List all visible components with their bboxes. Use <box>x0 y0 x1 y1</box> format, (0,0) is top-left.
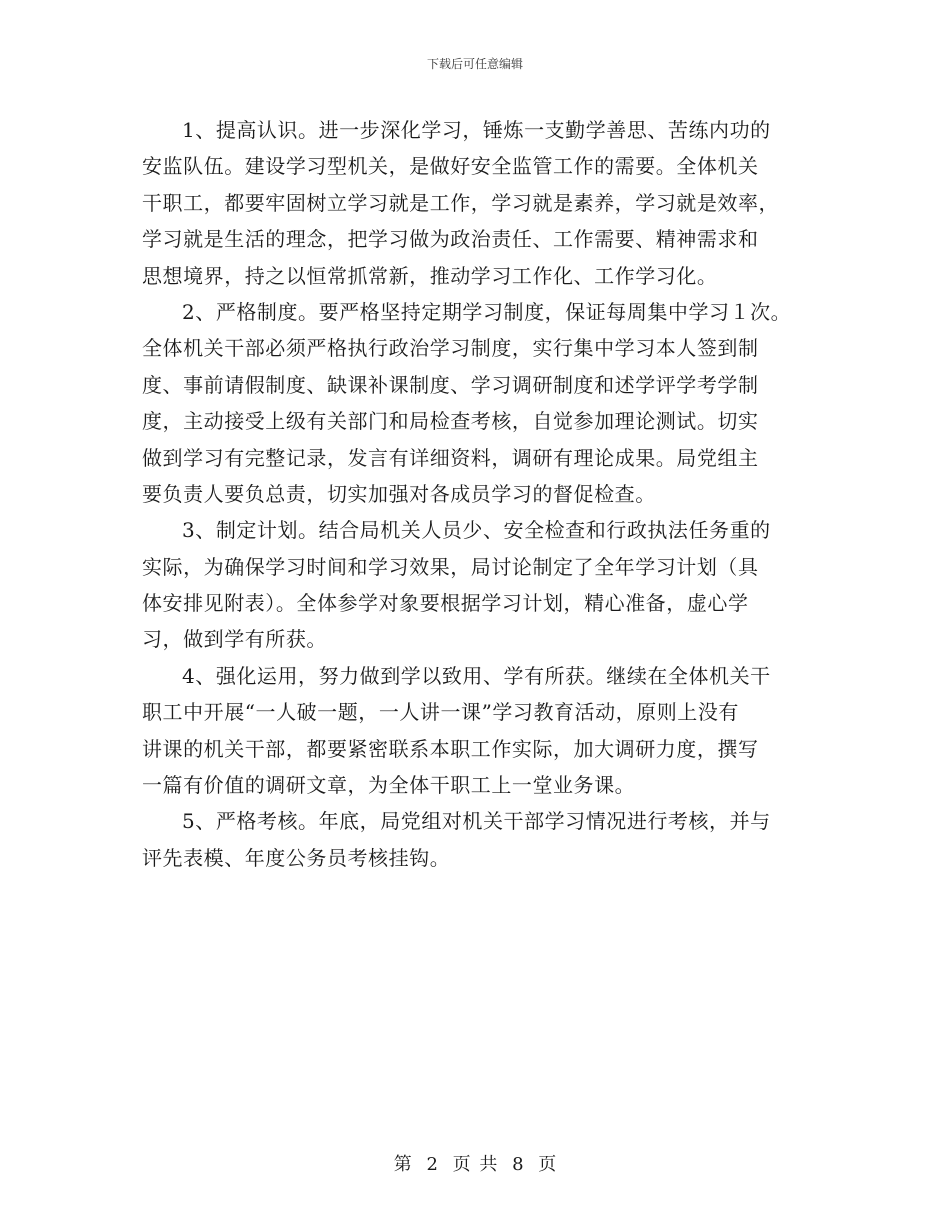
current-page-number: 2 <box>426 1154 438 1175</box>
paragraph-line: 思想境界，持之以恒常抓常新，推动学习工作化、工作学习化。 <box>142 263 718 288</box>
paragraph-line: 3、制定计划。结合局机关人员少、安全检查和行政执法任务重的 <box>182 518 771 543</box>
header-note: 下载后可任意编辑 <box>426 57 523 71</box>
paragraph-line: 评先表模、年度公务员考核挂钩。 <box>142 845 451 870</box>
paragraph-line: 习，做到学有所获。 <box>142 627 327 652</box>
footer-middle: 页 共 <box>452 1154 498 1175</box>
paragraph-2 <box>142 294 822 512</box>
paragraph-line: 要负责人要负总责，切实加强对各成员学习的督促检查。 <box>142 481 656 506</box>
total-page-count: 8 <box>512 1154 524 1175</box>
paragraph-line: 1、提高认识。进一步深化学习，锤炼一支勤学善思、苦练内功的 <box>182 118 771 142</box>
page-number-footer <box>0 1150 950 1176</box>
body-text <box>142 112 822 876</box>
paragraph-line: 干职工，都要牢固树立学习就是工作，学习就是素养，学习就是效率， <box>142 190 780 215</box>
paragraph-line: 2、严格制度。要严格坚持定期学习制度，保证每周集中学习１次。 <box>182 299 792 324</box>
paragraph-line: 实际，为确保学习时间和学习效果，局讨论制定了全年学习计划（具 <box>142 554 759 579</box>
paragraph-line: 安监队伍。建设学习型机关，是做好安全监管工作的需要。全体机关 <box>142 154 759 179</box>
paragraph-line: 讲课的机关干部，都要紧密联系本职工作实际，加大调研力度，撰写 <box>142 736 759 761</box>
paragraph-5 <box>142 803 822 876</box>
paragraph-4 <box>142 658 822 804</box>
paragraph-line: 度、事前请假制度、缺课补课制度、学习调研制度和述学评学考学制 <box>142 372 759 397</box>
paragraph-line: 学习就是生活的理念，把学习做为政治责任、工作需要、精神需求和 <box>142 227 759 252</box>
paragraph-line: 职工中开展“一人破一题，一人讲一课”学习教育活动，原则上没有 <box>142 700 739 725</box>
paragraph-line: 做到学习有完整记录，发言有详细资料，调研有理论成果。局党组主 <box>142 445 759 470</box>
paragraph-1 <box>142 112 822 294</box>
footer-suffix: 页 <box>538 1154 557 1175</box>
paragraph-line: 5、严格考核。年底，局党组对机关干部学习情况进行考核，并与 <box>182 809 771 834</box>
paragraph-line: 体安排见附表）。全体参学对象要根据学习计划，精心准备，虚心学 <box>142 591 749 616</box>
paragraph-line: 一篇有价值的调研文章，为全体干职工上一堂业务课。 <box>142 773 636 798</box>
paragraph-line: 度，主动接受上级有关部门和局检查考核，自觉参加理论测试。切实 <box>142 409 759 434</box>
paragraph-line: 全体机关干部必须严格执行政治学习制度，实行集中学习本人签到制 <box>142 336 759 361</box>
paragraph-3 <box>142 512 822 658</box>
footer-prefix: 第 <box>393 1154 412 1175</box>
paragraph-line: 4、强化运用，努力做到学以致用、学有所获。继续在全体机关干 <box>182 663 771 688</box>
